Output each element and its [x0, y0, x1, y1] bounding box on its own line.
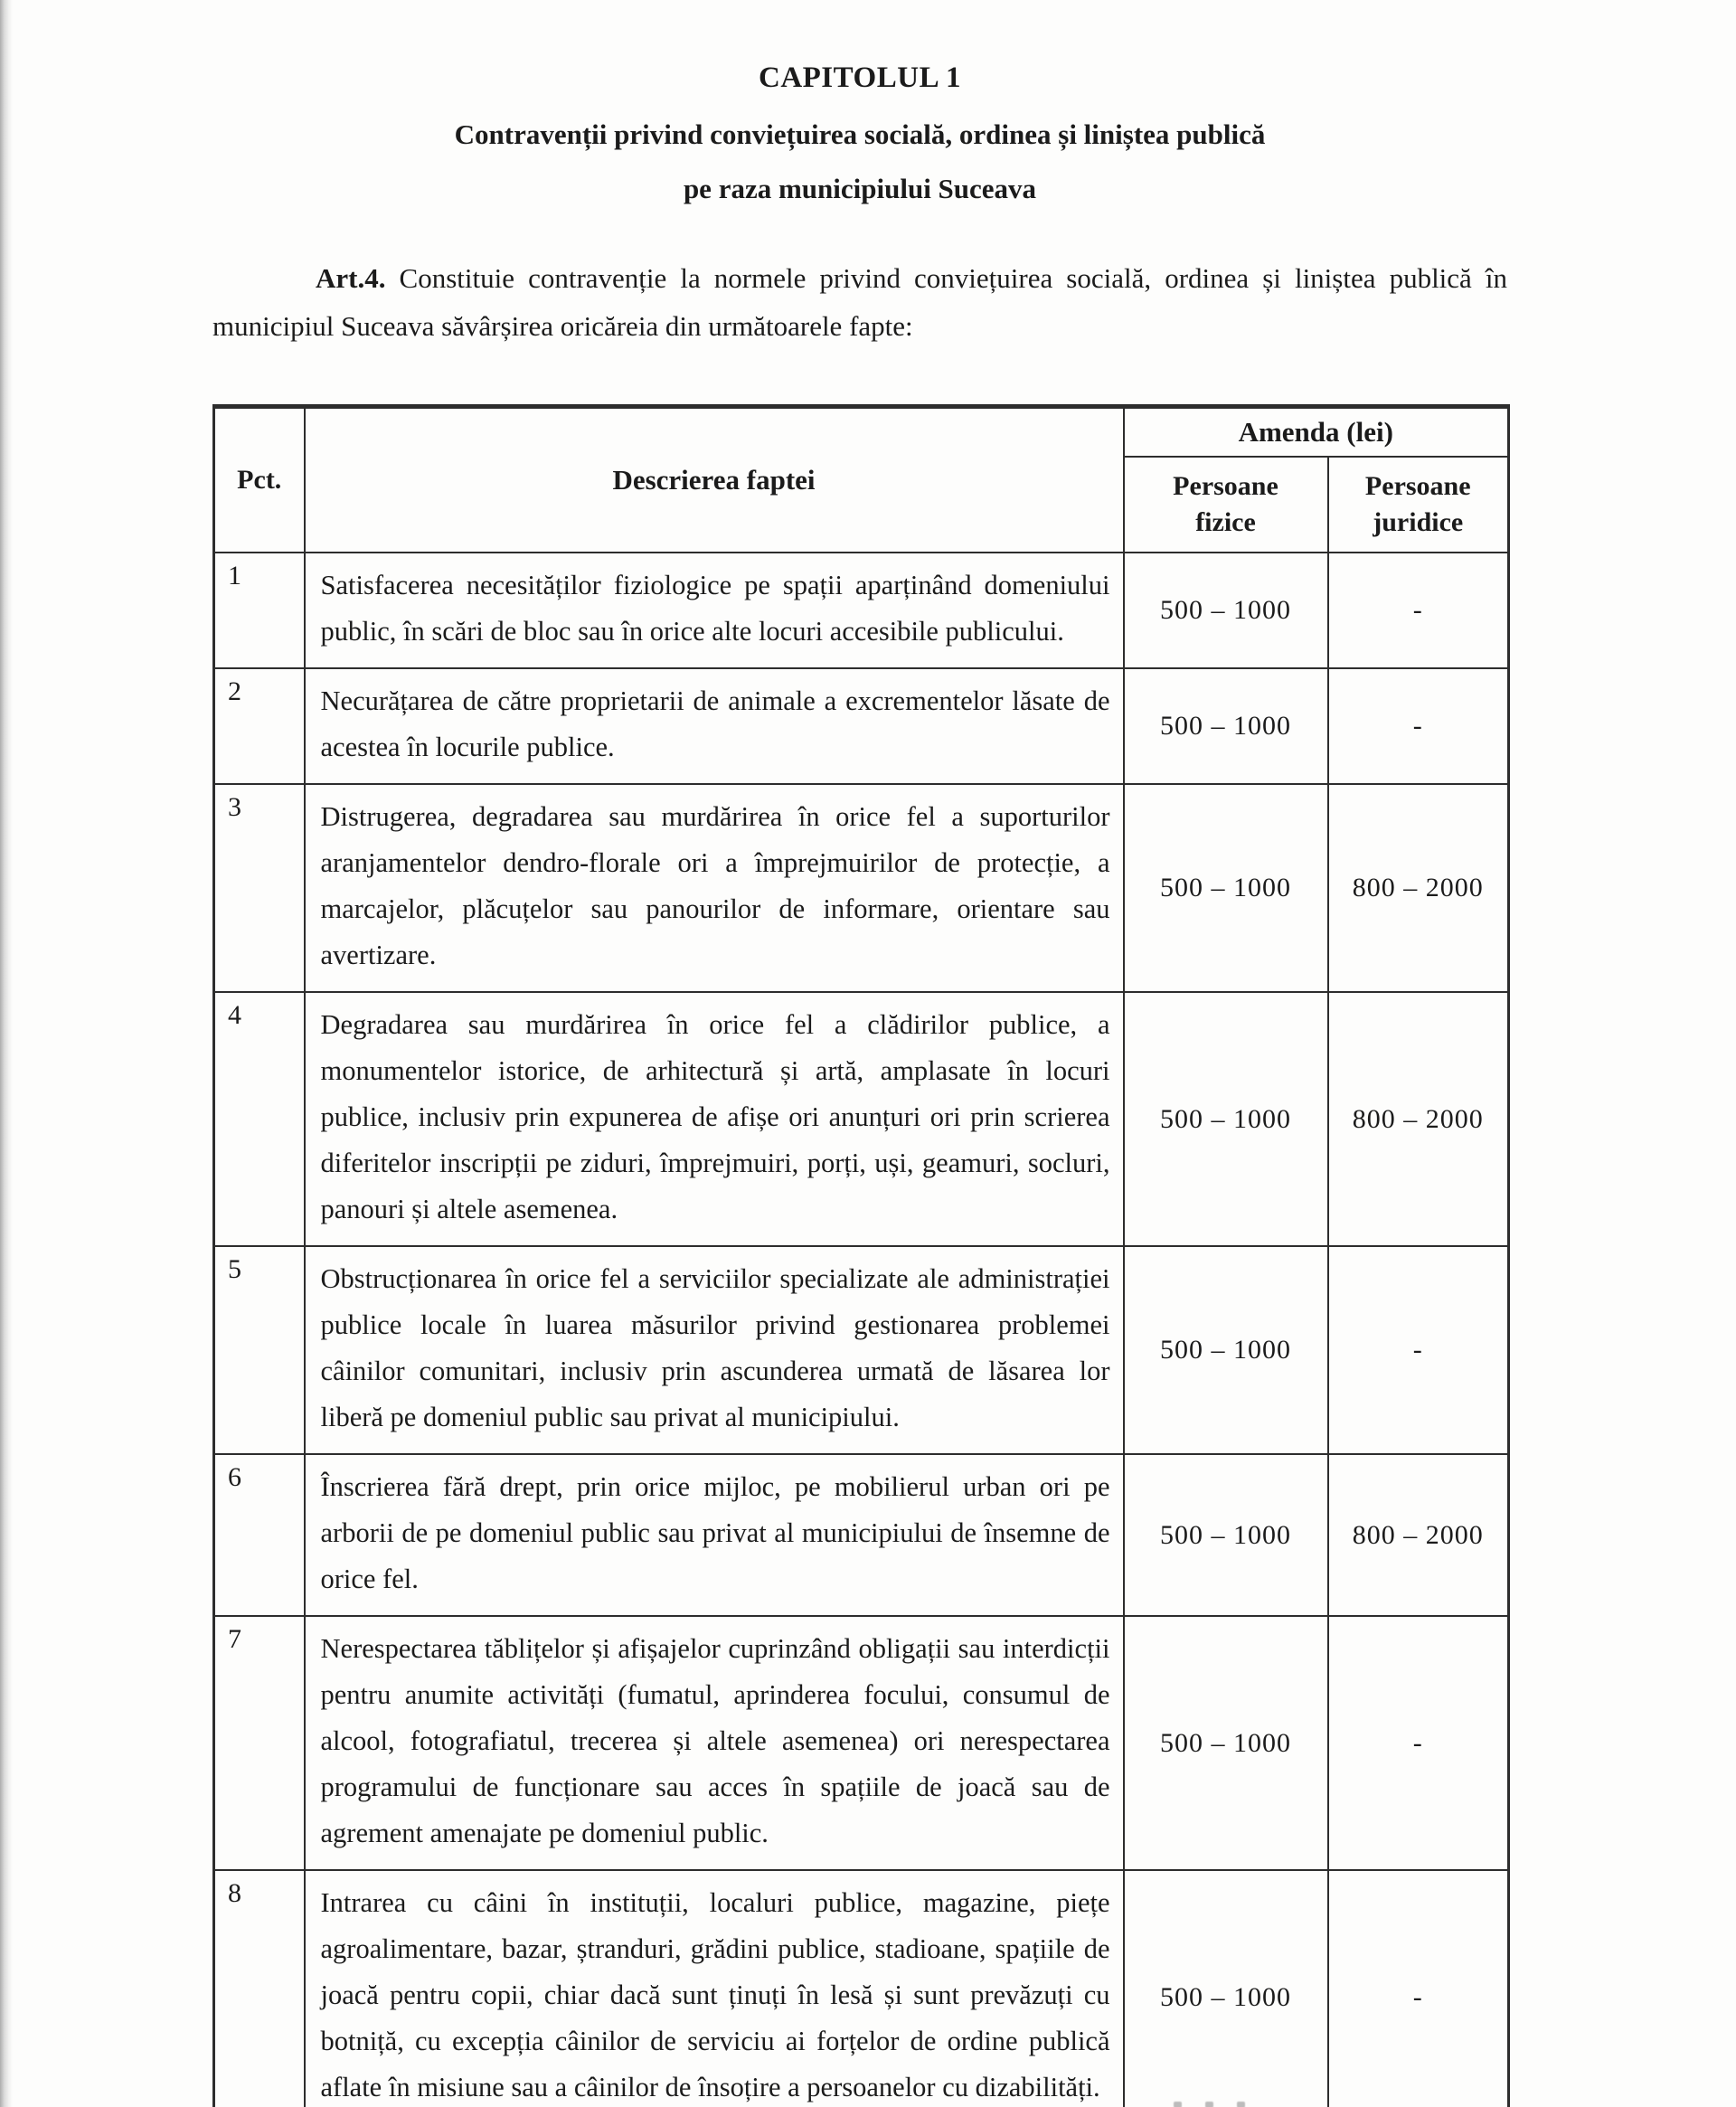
row-5-fine-individuals: 500 – 1000 [1124, 1246, 1328, 1454]
row-6-description: Înscrierea fără drept, prin orice mijloc, pe mobilierul urban ori pe arborii de pe domeniul public sau privat al municipiului de însemne de orice fel. [305, 1454, 1124, 1616]
header-fine-individuals: Persoane fizice [1124, 457, 1328, 553]
table-row [214, 1246, 1509, 1454]
row-1-fine-legal: - [1328, 553, 1509, 668]
row-3-fine-legal: 800 – 2000 [1328, 784, 1509, 992]
table-row [214, 553, 1509, 668]
table-row [214, 1870, 1509, 2107]
row-7-fine-individuals: 500 – 1000 [1124, 1616, 1328, 1870]
header-fine-group: Amenda (lei) [1124, 407, 1509, 458]
scan-edge-artifact [0, 0, 13, 2107]
row-6-fine-legal: 800 – 2000 [1328, 1454, 1509, 1616]
header-description: Descrierea faptei [305, 407, 1124, 553]
row-2-pct: 2 [214, 668, 305, 784]
row-7-fine-legal: - [1328, 1616, 1509, 1870]
row-4-fine-legal: 800 – 2000 [1328, 992, 1509, 1246]
fines-table-header [214, 407, 1509, 553]
table-row [214, 1616, 1509, 1870]
table-row [214, 992, 1509, 1246]
table-row [214, 668, 1509, 784]
table-row [214, 784, 1509, 992]
row-8-fine-individuals: 500 – 1000 [1124, 1870, 1328, 2107]
row-3-description: Distrugerea, degradarea sau murdărirea în orice fel a suporturilor aranjamentelor dendro-florale ori a împrejmuirilor de protecție, a marcajelor, plăcuțelor sau panourilor de informare, orientare sau avertizare. [305, 784, 1124, 992]
article-paragraph [212, 254, 1507, 350]
row-5-pct: 5 [214, 1246, 305, 1454]
article-text: Constituie contravenție la normele privind conviețuirea socială, ordinea și liniștea publică în municipiul Suceava săvârșirea oricăreia din următoarele fapte: [212, 262, 1507, 342]
row-3-fine-individuals: 500 – 1000 [1124, 784, 1328, 992]
table-row [214, 1454, 1509, 1616]
chapter-title: CAPITOLUL 1 [758, 61, 962, 94]
document-content [212, 61, 1507, 2107]
row-5-fine-legal: - [1328, 1246, 1509, 1454]
row-8-description: Intrarea cu câini în instituții, localuri publice, magazine, piețe agroalimentare, bazar, ștranduri, grădini publice, stadioane, spațiile de joacă pentru copii, chiar dacă sunt ținuți în lesă și sunt prevăzuți cu botniță, cu excepția câinilor de serviciu ai forțelor de ordine publică aflate în misiune sau a câinilor de însoțire a persoanelor cu dizabilități. [305, 1870, 1124, 2107]
row-2-fine-individuals: 500 – 1000 [1124, 668, 1328, 784]
row-2-fine-legal: - [1328, 668, 1509, 784]
row-8-fine-legal: - [1328, 1870, 1509, 2107]
row-6-fine-individuals: 500 – 1000 [1124, 1454, 1328, 1616]
fines-table [212, 404, 1510, 2107]
row-4-description: Degradarea sau murdărirea în orice fel a clădirilor publice, a monumentelor istorice, de arhitectură și artă, amplasate în locuri publice, inclusiv prin expunerea de afișe ori anunțuri ori prin scrierea diferitelor inscripții pe ziduri, împrejmuiri, porți, uși, geamuri, socluri, panouri și altele asemenea. [305, 992, 1124, 1246]
header-pct: Pct. [214, 407, 305, 553]
document-subtitle: Contravenții privind conviețuirea socială, ordinea și liniștea publică [454, 118, 1266, 150]
article-label: Art.4. [316, 262, 386, 294]
page-cut-text-artifact [1174, 2096, 1391, 2105]
document-subtitle-location: pe raza municipiului Suceava [683, 173, 1037, 204]
row-7-description: Nerespectarea tăblițelor și afișajelor cuprinzând obligații sau interdicții pentru anumite activități (fumatul, aprinderea focului, consumul de alcool, fotografiatul, trecerea și altele asemenea) ori nerespectarea programului de funcționare sau acces în spațiile de joacă sau de agrement amenajate pe domeniul public. [305, 1616, 1124, 1870]
row-2-description: Necurățarea de către proprietarii de animale a excrementelor lăsate de acestea în locurile publice. [305, 668, 1124, 784]
row-6-pct: 6 [214, 1454, 305, 1616]
row-4-pct: 4 [214, 992, 305, 1246]
header-fine-legal: Persoane juridice [1328, 457, 1509, 553]
row-1-description: Satisfacerea necesităților fiziologice pe spații aparținând domeniului public, în scări de bloc sau în orice alte locuri accesibile publicului. [305, 553, 1124, 668]
row-1-pct: 1 [214, 553, 305, 668]
row-3-pct: 3 [214, 784, 305, 992]
row-1-fine-individuals: 500 – 1000 [1124, 553, 1328, 668]
row-4-fine-individuals: 500 – 1000 [1124, 992, 1328, 1246]
row-5-description: Obstrucționarea în orice fel a serviciilor specializate ale administrației publice locale în luarea măsurilor privind gestionarea problemei câinilor comunitari, inclusiv prin ascunderea urmată de lăsarea lor liberă pe domeniul public sau privat al municipiului. [305, 1246, 1124, 1454]
row-7-pct: 7 [214, 1616, 305, 1870]
row-8-pct: 8 [214, 1870, 305, 2107]
